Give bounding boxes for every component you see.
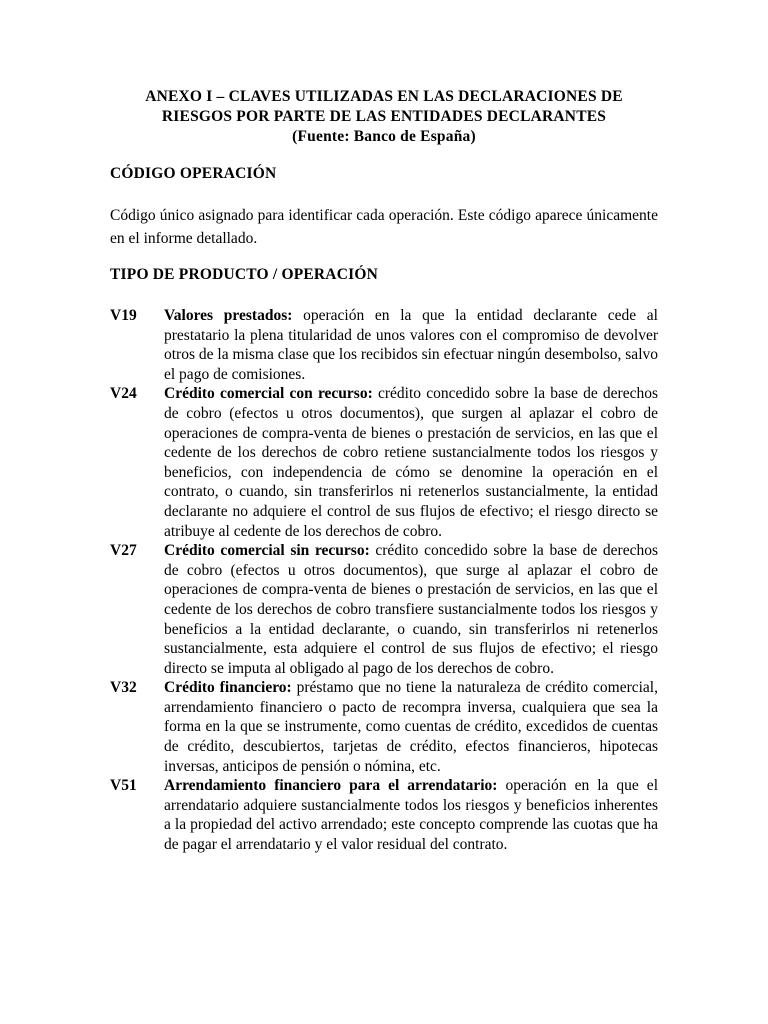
heading-codigo-operacion: CÓDIGO OPERACIÓN: [110, 165, 277, 182]
entry-description: [164, 678, 658, 776]
product-type-list: [110, 306, 658, 855]
entry-v19: [110, 306, 658, 384]
codigo-operacion-text: Código único asignado para identificar cada operación. Este código aparece únicamente en el informe detallado.: [110, 207, 658, 247]
entry-term: Crédito comercial sin recurso:: [164, 542, 370, 560]
entry-v32: [110, 678, 658, 776]
entry-text: operación en la que el arrendatario adquiere sustancialmente todos los riesgos y beneficios inherentes a la propiedad del activo arrendado; este concepto comprende las cuotas que ha de pagar el arrendatario y el valor residual del contrato.: [164, 777, 658, 854]
entry-code: V19: [110, 307, 137, 324]
annex-title: [110, 87, 658, 147]
entry-text: crédito concedido sobre la base de derechos de cobro (efectos u otros documentos), que surgen al aplazar el cobro de operaciones de compra-venta de bienes o prestación de servicios, en las que el cedente de los derechos de cobro retiene sustancialmente todos los riesgos y beneficios, con independencia de cómo se denomine la operación en el contrato, o cuando, sin transferirlos ni retenerlos sustancialmente, la entidad declarante no adquiere el control de sus flujos de efectivo; el riesgo directo se atribuye al cedente de los derechos de cobro.: [164, 385, 658, 540]
entry-v24: [110, 384, 658, 541]
entry-code: V27: [110, 542, 137, 560]
entry-text: préstamo que no tiene la naturaleza de crédito comercial, arrendamiento financiero o pacto de recompra inversa, cualquiera que sea la forma en la que se instrumente, como cuentas de crédito, excedidos de cuentas de crédito, descubiertos, tarjetas de crédito, efectos financieros, hipotecas inversas, anticipos de pensión o nómina, etc.: [164, 679, 658, 775]
entry-text: operación en la que la entidad declarante cede al prestatario la plena titularidad de unos valores con el compromiso de devolver otros de la misma clase que los recibidos sin efectuar ningún desembolso, salvo el pago de comisiones.: [164, 307, 658, 383]
entry-v51: [110, 776, 658, 854]
entry-description: [164, 776, 658, 854]
title-line-2: RIESGOS POR PARTE DE LAS ENTIDADES DECLARANTES: [161, 108, 607, 125]
title-line-1: ANEXO I – CLAVES UTILIZADAS EN LAS DECLARACIONES DE: [145, 88, 623, 105]
entry-term: Arrendamiento financiero para el arrendatario:: [164, 777, 498, 795]
entry-code: V24: [110, 385, 137, 403]
entry-description: [164, 306, 658, 384]
entry-description: [164, 541, 658, 678]
heading-tipo-producto: TIPO DE PRODUCTO / OPERACIÓN: [110, 266, 378, 283]
entry-term: Valores prestados:: [164, 307, 293, 324]
entry-description: [164, 384, 658, 541]
entry-term: Crédito comercial con recurso:: [164, 385, 373, 403]
title-source: (Fuente: Banco de España): [292, 128, 476, 145]
entry-v27: [110, 541, 658, 678]
entry-code: V32: [110, 679, 137, 697]
entry-code: V51: [110, 777, 137, 795]
entry-term: Crédito financiero:: [164, 679, 292, 697]
entry-text: crédito concedido sobre la base de derechos de cobro (efectos u otros documentos), que surge al aplazar el cobro de operaciones de compra-venta de bienes o prestación de servicios, en las que el cedente de los derechos de cobro transfiere sustancialmente todos los riesgos y beneficios a la entidad declarante, o cuando, sin transferirlos ni retenerlos sustancialmente, esta adquiere el control de sus flujos de efectivo; el riesgo directo se imputa al obligado al pago de los derechos de cobro.: [164, 542, 658, 677]
